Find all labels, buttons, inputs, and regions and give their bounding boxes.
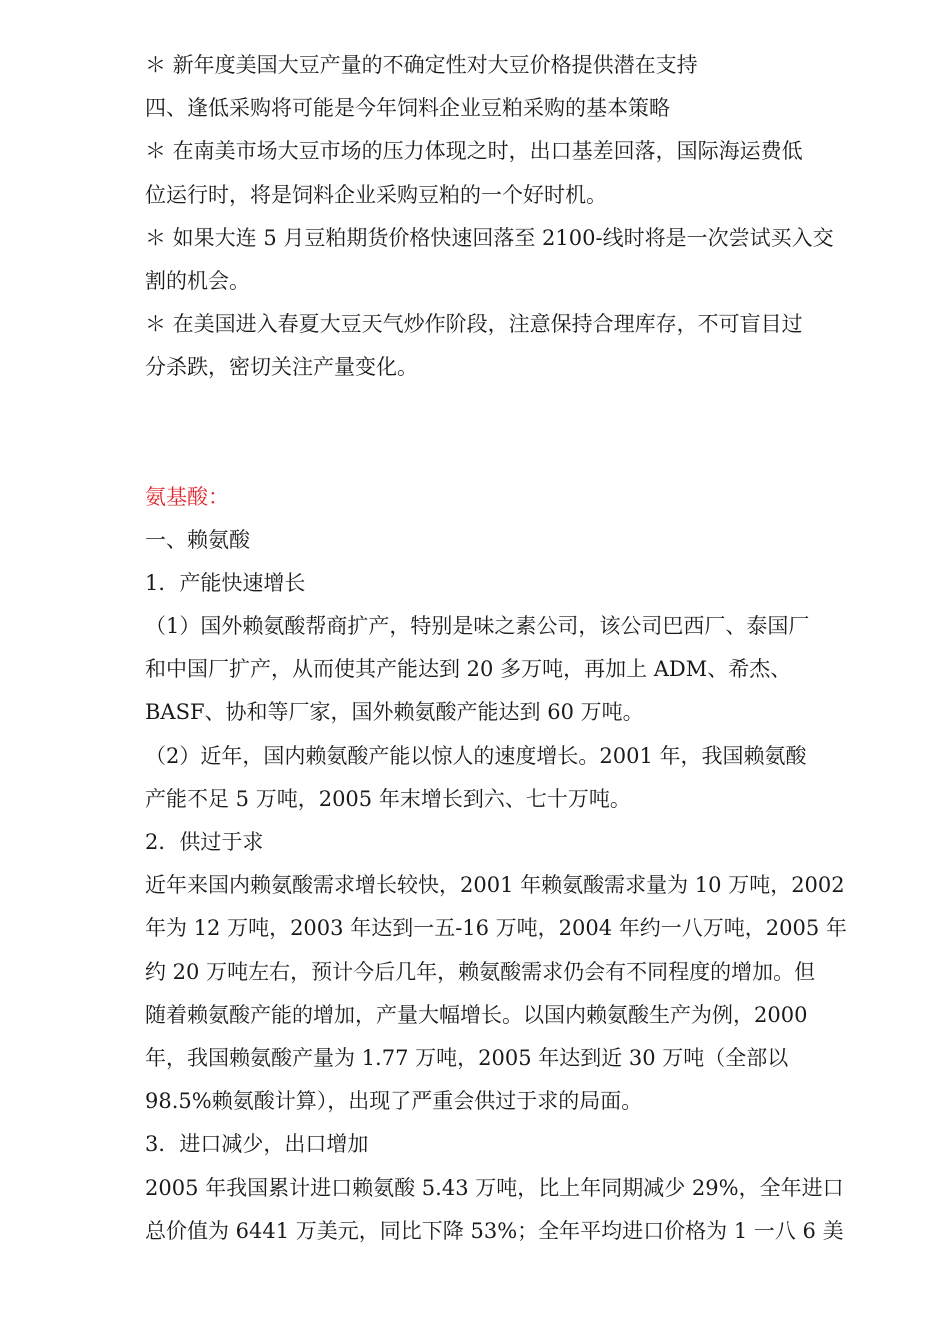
section-spacer (145, 390, 885, 476)
text-line: （2）近年，国内赖氨酸产能以惊人的速度增长。2001 年，我国赖氨酸 (145, 743, 807, 768)
amino-acid-heading: 氨基酸： (145, 484, 229, 509)
document-page (145, 44, 885, 1253)
text-line: 位运行时，将是饲料企业采购豆粕的一个好时机。 (145, 182, 607, 207)
text-line: ＊ 如果大连 5 月豆粕期货价格快速回落至 2100-线时将是一次尝试买入交 (145, 225, 834, 250)
text-line: 分杀跌，密切关注产量变化。 (145, 355, 418, 380)
amino-acid-section (145, 476, 885, 1253)
text-line: 产能不足 5 万吨，2005 年末增长到六、七十万吨。 (145, 786, 631, 811)
text-line: ＊ 在南美市场大豆市场的压力体现之时，出口基差回落，国际海运费低 (145, 139, 803, 164)
subsection-heading: 3．进口减少，出口增加 (145, 1132, 369, 1157)
subsection-heading: 一、赖氨酸 (145, 527, 250, 552)
text-line: 割的机会。 (145, 268, 250, 293)
text-line: ＊ 新年度美国大豆产量的不确定性对大豆价格提供潜在支持 (145, 53, 698, 77)
text-line: BASF、协和等厂家，国外赖氨酸产能达到 60 万吨。 (145, 700, 644, 725)
section-heading: 四、逢低采购将可能是今年饲料企业豆粕采购的基本策略 (145, 96, 670, 121)
subsection-heading: 2．供过于求 (145, 830, 264, 854)
text-line: 年，我国赖氨酸产量为 1.77 万吨，2005 年达到近 30 万吨（全部以 (145, 1045, 789, 1070)
text-line: 98.5%赖氨酸计算），出现了严重会供过于求的局面。 (145, 1089, 643, 1114)
text-line: （1）国外赖氨酸帮商扩产，特别是味之素公司，该公司巴西厂、泰国厂 (145, 614, 810, 639)
soy-section (145, 44, 885, 390)
text-line: 年为 12 万吨，2003 年达到一五-16 万吨，2004 年约一八万吨，2005 年 (145, 916, 847, 941)
text-line: 2005 年我国累计进口赖氨酸 5.43 万吨，比上年同期减少 29%，全年进口 (145, 1175, 844, 1200)
text-line: 和中国厂扩产，从而使其产能达到 20 多万吨，再加上 ADM、希杰、 (145, 657, 792, 682)
text-line: ＊ 在美国进入春夏大豆天气炒作阶段，注意保持合理库存，不可盲目过 (145, 312, 803, 337)
subsection-heading: 1．产能快速增长 (145, 570, 306, 595)
text-line: 约 20 万吨左右，预计今后几年，赖氨酸需求仍会有不同程度的增加。但 (145, 959, 816, 984)
text-line: 随着赖氨酸产能的增加，产量大幅增长。以国内赖氨酸生产为例，2000 (145, 1002, 808, 1027)
text-line: 总价值为 6441 万美元，同比下降 53%；全年平均进口价格为 1 一八 6 美 (145, 1218, 844, 1243)
text-line: 近年来国内赖氨酸需求增长较快，2001 年赖氨酸需求量为 10 万吨，2002 (145, 873, 845, 898)
